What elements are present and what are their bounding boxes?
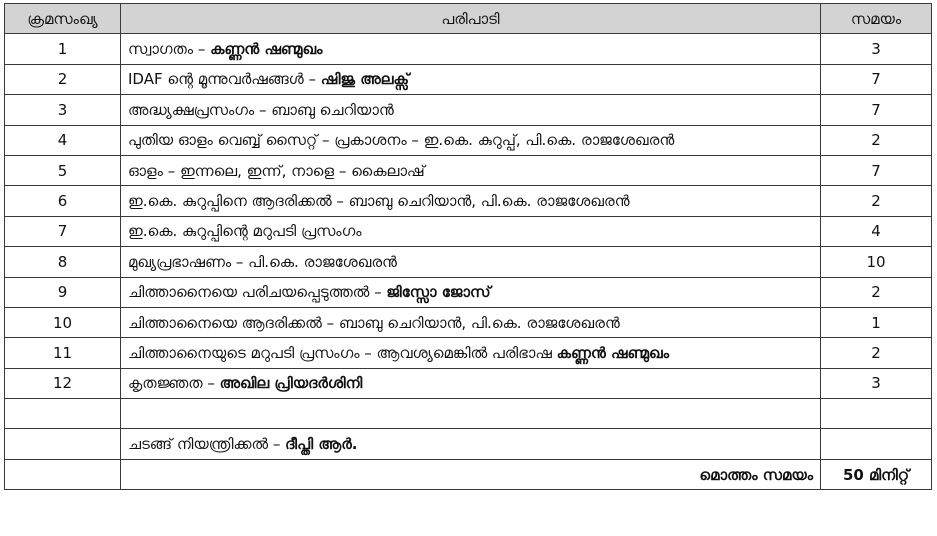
- empty-cell: [5, 459, 121, 489]
- item-text: ചിത്താനൈയെ ആദരിക്കൽ – ബാബു ചെറിയാൻ, പി.കെ. രാജശേഖരൻ: [128, 313, 620, 332]
- item-text: ചിത്താനൈയുടെ മറുപടി പ്രസംഗം – ആവശ്യമെങ്കിൽ പരിഭാഷ: [128, 343, 557, 362]
- empty-cell: [821, 429, 932, 459]
- header-time: സമയം: [821, 4, 932, 34]
- program-schedule-table: [4, 3, 932, 490]
- item-person: കണ്ണൻ ഷണ്മുഖം: [210, 40, 323, 59]
- empty-cell: [821, 399, 932, 429]
- header-program: പരിപാടി: [121, 4, 821, 34]
- row-time: 4: [821, 216, 932, 246]
- table-row: [5, 247, 932, 277]
- item-text: ഇ.കെ. കുറുപ്പിനെ ആദരിക്കൽ – ബാബു ചെറിയാൻ, പി.കെ. രാജശേഖരൻ: [128, 192, 630, 211]
- row-number: 4: [5, 125, 121, 155]
- program-item: [121, 307, 821, 337]
- anchor-text: ചടങ്ങ് നിയന്ത്രിക്കൽ –: [128, 435, 286, 454]
- table-row: [5, 34, 932, 64]
- item-text: ഇ.കെ. കുറുപ്പിന്റെ മറുപടി പ്രസംഗം: [128, 222, 362, 241]
- table-row: [5, 186, 932, 216]
- empty-cell: [5, 399, 121, 429]
- program-item: [121, 338, 821, 368]
- table-row: [5, 64, 932, 94]
- row-number: 9: [5, 277, 121, 307]
- table-body: [5, 34, 932, 490]
- anchor-row: [5, 429, 932, 459]
- row-time: 1: [821, 307, 932, 337]
- item-text: പുതിയ ഓളം വെബ്ബ് സൈറ്റ് – പ്രകാശനം – ഇ.കെ. കുറുപ്പ്, പി.കെ. രാജശേഖരൻ: [128, 131, 675, 150]
- row-number: 8: [5, 247, 121, 277]
- program-item: [121, 95, 821, 125]
- row-number: 1: [5, 34, 121, 64]
- program-item: [121, 34, 821, 64]
- empty-row: [5, 399, 932, 429]
- item-text: ചിത്താനൈയെ പരിചയപ്പെടുത്തൽ –: [128, 283, 387, 302]
- anchor-item: [121, 429, 821, 459]
- row-number: 3: [5, 95, 121, 125]
- item-text: മുഖ്യപ്രഭാഷണം – പി.കെ. രാജശേഖരൻ: [128, 252, 397, 271]
- row-time: 7: [821, 155, 932, 185]
- table-header: [5, 4, 932, 34]
- item-text: സ്വാഗതം –: [128, 40, 211, 59]
- anchor-person: ദീപ്തി ആർ.: [285, 435, 358, 454]
- row-number: 11: [5, 338, 121, 368]
- empty-cell: [5, 429, 121, 459]
- row-number: 7: [5, 216, 121, 246]
- item-person: ഷിജു അലക്സ്: [320, 70, 410, 89]
- program-item: [121, 247, 821, 277]
- table-row: [5, 216, 932, 246]
- program-item: [121, 186, 821, 216]
- header-serial-number: ക്രമസംഖ്യ: [5, 4, 121, 34]
- item-person: അഖില പ്രിയദർശിനി: [219, 374, 363, 393]
- program-item: [121, 216, 821, 246]
- item-text: ഓളം – ഇന്നലെ, ഇന്ന്, നാളെ – കൈലാഷ്: [128, 161, 425, 180]
- table-row: [5, 368, 932, 398]
- table-row: [5, 155, 932, 185]
- row-time: 3: [821, 34, 932, 64]
- row-time: 10: [821, 247, 932, 277]
- row-number: 5: [5, 155, 121, 185]
- table-row: [5, 277, 932, 307]
- row-time: 2: [821, 125, 932, 155]
- row-number: 10: [5, 307, 121, 337]
- total-time-value: 50 മിനിറ്റ്: [821, 459, 932, 489]
- row-time: 2: [821, 186, 932, 216]
- item-text: IDAF ന്റെ മൂന്നുവർഷങ്ങൾ –: [128, 70, 321, 89]
- program-item: [121, 155, 821, 185]
- row-number: 2: [5, 64, 121, 94]
- row-number: 12: [5, 368, 121, 398]
- program-item: [121, 125, 821, 155]
- item-text: അദ്ധ്യക്ഷപ്രസംഗം – ബാബു ചെറിയാൻ: [128, 100, 394, 119]
- table-row: [5, 338, 932, 368]
- item-person: കണ്ണൻ ഷണ്മുഖം: [556, 343, 669, 362]
- empty-cell: [121, 399, 821, 429]
- item-text: കൃതജ്ഞത –: [128, 374, 220, 393]
- total-row: [5, 459, 932, 489]
- table-row: [5, 125, 932, 155]
- row-time: 2: [821, 338, 932, 368]
- row-time: 2: [821, 277, 932, 307]
- item-person: ജിസ്സോ ജോസ്: [386, 283, 491, 302]
- table-row: [5, 307, 932, 337]
- row-time: 3: [821, 368, 932, 398]
- program-item: [121, 64, 821, 94]
- row-time: 7: [821, 64, 932, 94]
- total-time-label: മൊത്തം സമയം: [121, 459, 821, 489]
- table-row: [5, 95, 932, 125]
- program-item: [121, 368, 821, 398]
- row-number: 6: [5, 186, 121, 216]
- row-time: 7: [821, 95, 932, 125]
- header-row: [5, 4, 932, 34]
- program-item: [121, 277, 821, 307]
